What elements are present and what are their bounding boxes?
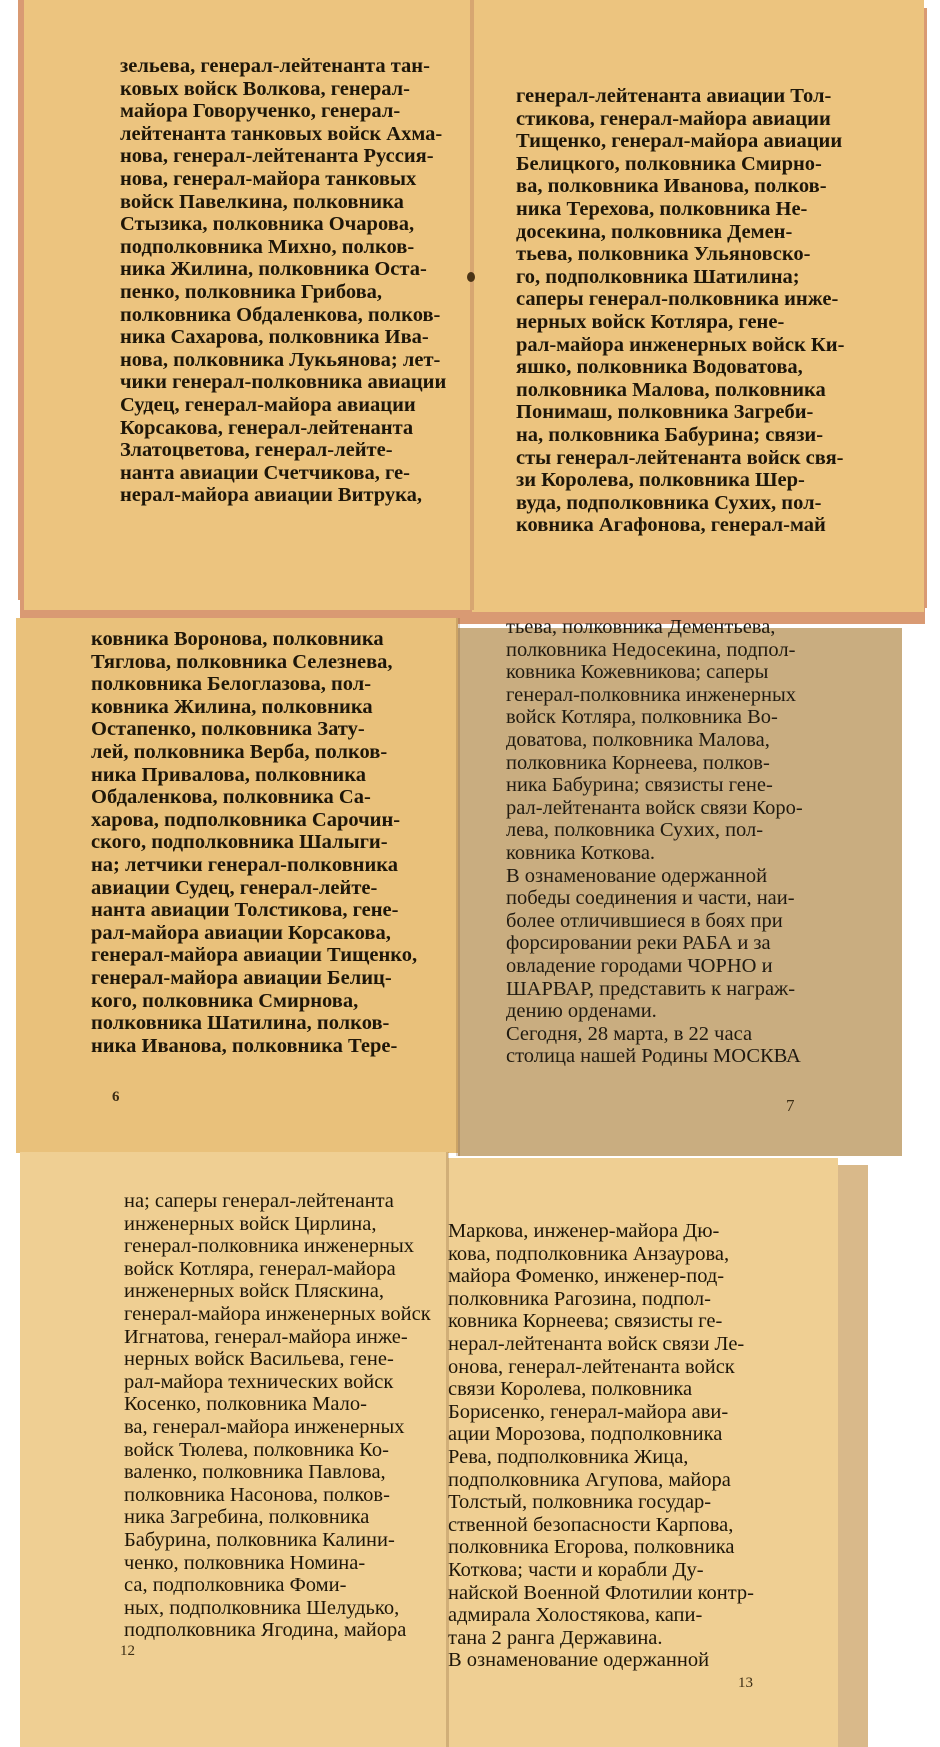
text-line: ковника Воронова, полковника [91,628,384,650]
text-line: рал-лейтенанта войск связи Коро- [506,796,803,819]
text-line: зельева, генерал-лейтенанта тан- [120,55,430,77]
text-line: Бабурина, полковника Калини- [124,1528,395,1551]
page-right-spread3 [448,1158,838,1747]
text-line: ва, полковника Иванова, полков- [516,175,827,198]
text-line: ника Иванова, полковника Тере- [91,1034,398,1057]
text-line: полковника Насонова, полков- [124,1483,390,1506]
text-line: Стызика, полковника Очарова, [120,213,415,236]
text-line: ации Морозова, подполковника [448,1423,723,1446]
text-line: подполковника Михно, полков- [120,235,415,258]
text-line: доватова, полковника Малова, [506,728,770,751]
text-line: связи Королева, полковника [448,1378,693,1401]
text-line: яшко, полковника Водоватова, [516,356,803,379]
staple-hole [467,272,475,282]
text-line: ковника Жилина, полковника [91,695,373,718]
text-line: тана 2 ранга Державина. [448,1626,663,1649]
text-line: ника Терехова, полковника Не- [516,197,808,220]
text-line: В ознаменование одержанной [506,864,768,887]
text-line: чики генерал-полковника авиации [120,371,447,394]
text-line: подполковника Ягодина, майора [124,1619,407,1642]
text-line: генерал-лейтенанта авиации Тол- [516,85,832,107]
text-line: дению орденами. [506,1000,657,1023]
text-line: полковника Малова, полковника [516,378,826,401]
text-line: валенко, полковника Павлова, [124,1461,386,1484]
text-line: войск Павелкина, полковника [120,190,404,213]
text-line: нова, генерал-лейтенанта Руссия- [120,145,434,168]
text-line: нерных войск Васильева, гене- [124,1348,394,1371]
text-line: ШАРВАР, представить к награж- [506,977,796,1000]
text-line: ника Бабурина; связисты гене- [506,774,773,797]
text-line: Маркова, инженер-майора Дю- [448,1220,720,1242]
text-line: ственной безопасности Карпова, [448,1513,734,1536]
text-line: нерал-лейтенанта войск связи Ле- [448,1332,745,1355]
text-line: генерал-майора инженерных войск [124,1302,431,1325]
text-line: более отличившиеся в боях при [506,909,783,932]
text-line: нанта авиации Толстикова, гене- [91,899,399,922]
text-line: Обдаленкова, полковника Са- [91,786,371,809]
text-line: тьева, полковника Ульяновско- [516,243,811,266]
text-line: Златоцветова, генерал-лейте- [120,439,393,462]
text-line: Судец, генерал-майора авиации [120,393,416,416]
text-line: лей, полковника Верба, полков- [91,740,388,763]
text-line: полковника Рагозина, подпол- [448,1287,711,1310]
text-line: ковника Кожевникова; саперы [506,661,769,684]
text-line: победы соединения и части, наи- [506,887,795,910]
text-line: онова, генерал-лейтенанта войск [448,1355,735,1378]
text-line: ковых войск Волкова, генерал- [120,77,410,100]
text-line: Тищенко, генерал-майора авиации [516,130,843,153]
text-line: форсировании реки РАБА и за [506,932,771,955]
text-line: авиации Судец, генерал-лейте- [91,876,378,899]
page-right-spread2 [458,616,902,1156]
page-left-spread3 [20,1152,448,1747]
text-line: ковника Корнеева; связисты ге- [448,1310,723,1333]
page-text-block [506,616,860,1068]
text-line: генерал-полковника инженерных [506,683,796,706]
text-line: войск Котляра, полковника Во- [506,706,778,729]
text-line: ника Жилина, полковника Оста- [120,258,427,281]
page-left-spread1 [24,0,472,610]
text-line: полковника Егорова, полковника [448,1536,735,1559]
page-right-spread1 [472,0,924,612]
text-line: рал-майора авиации Корсакова, [91,921,391,944]
text-line: стикова, генерал-майора авиации [516,107,831,130]
text-line: вуда, подполковника Сухих, пол- [516,491,822,514]
text-line: тьева, полковника Дементьева, [506,616,776,638]
text-line: на; саперы генерал-лейтенанта [124,1190,394,1212]
text-line: нанта авиации Счетчикова, ге- [120,461,410,484]
text-line: са, подполковника Фоми- [124,1574,347,1597]
page-number: 7 [786,1096,795,1115]
text-line: генерал-полковника инженерных [124,1235,414,1258]
text-line: Косенко, полковника Мало- [124,1393,367,1416]
page-edge [838,1165,868,1747]
text-line: Рева, подполковника Жица, [448,1445,689,1468]
text-line: В ознаменование одержанной [448,1649,710,1672]
spine-fold [456,618,460,1156]
text-line: лейтенанта танковых войск Ахма- [120,122,443,145]
text-line: досекина, полковника Демен- [516,220,793,243]
text-line: майора Фоменко, инженер-под- [448,1265,725,1288]
text-line: генерал-майора авиации Тищенко, [91,944,418,967]
text-line: ника Сахарова, полковника Ива- [120,326,429,349]
page-text-block [516,85,847,537]
text-line: рал-майора инженерных войск Ки- [516,333,845,356]
text-line: Белицкого, полковника Смирно- [516,152,822,175]
text-line: Толстый, полковника государ- [448,1491,712,1514]
text-line: инженерных войск Пляскина, [124,1280,385,1303]
text-line: ника Загребина, полковника [124,1506,370,1529]
text-line: Игнатова, генерал-майора инже- [124,1325,408,1348]
text-line: нерал-майора авиации Витрука, [120,484,422,507]
text-line: полковника Недосекина, подпол- [506,638,796,661]
text-line: зи Королева, полковника Шер- [516,469,805,492]
text-line: майора Говорученко, генерал- [120,100,401,123]
text-line: нова, полковника Лукьянова; лет- [120,348,441,371]
text-line: ского, подполковника Шалыги- [91,831,388,854]
text-line: Тяглова, полковника Селезнева, [91,650,393,673]
text-line: лева, полковника Сухих, пол- [506,819,764,842]
text-line: найской Военной Флотилии контр- [448,1581,754,1604]
text-line: нерных войск Котляра, гене- [516,310,785,333]
text-line: войск Тюлева, полковника Ко- [124,1438,389,1461]
text-line: сты генерал-лейтенанта войск свя- [516,446,844,469]
text-line: полковника Обдаленкова, полков- [120,303,441,326]
text-line: харова, подполковника Сарочин- [91,808,401,831]
text-line: саперы генерал-полковника инже- [516,288,839,311]
text-line: столица нашей Родины МОСКВА [506,1045,801,1068]
text-line: Корсакова, генерал-лейтенанта [120,416,414,439]
text-line: Остапенко, полковника Зату- [91,718,365,741]
text-line: ковника Агафонова, генерал-май [516,514,826,537]
text-line: полковника Белоглазова, пол- [91,673,372,696]
spine-fold [470,0,474,610]
page-number: 13 [738,1675,753,1691]
text-line: ных, подполковника Шелудько, [124,1596,400,1619]
text-line: го, подполковника Шатилина; [516,265,800,288]
text-line: инженерных войск Цирлина, [124,1212,377,1235]
page-number: 6 [112,1089,120,1105]
text-line: на; летчики генерал-полковника [91,853,399,876]
text-line: нова, генерал-майора танковых [120,167,417,190]
text-line: на, полковника Бабурина; связи- [516,423,824,446]
page-text-block [448,1220,838,1672]
text-line: ника Привалова, полковника [91,763,366,786]
spine-fold [446,1152,449,1747]
text-line: ченко, полковника Номина- [124,1551,366,1574]
text-line: подполковника Агупова, майора [448,1468,731,1491]
page-text-block [124,1190,440,1642]
text-line: генерал-майора авиации Белиц- [91,966,392,989]
text-line: Сегодня, 28 марта, в 22 часа [506,1022,753,1045]
text-line: пенко, полковника Грибова, [120,280,383,303]
text-line: ковника Коткова. [506,841,656,864]
text-line: рал-майора технических войск [124,1370,394,1393]
text-line: войск Котляра, генерал-майора [124,1257,396,1280]
text-line: полковника Корнеева, полков- [506,751,770,774]
page-left-spread2 [16,618,458,1153]
text-line: Борисенко, генерал-майора ави- [448,1400,729,1423]
page-text-block [91,628,418,1057]
text-line: ва, генерал-майора инженерных [124,1415,405,1438]
text-line: полковника Шатилина, полков- [91,1012,390,1035]
text-line: адмирала Холостякова, капи- [448,1604,703,1627]
text-line: кова, подполковника Анзаурова, [448,1242,730,1265]
page-number: 12 [120,1643,135,1659]
page-text-block [120,55,447,507]
text-line: Понимаш, полковника Загреби- [516,401,814,424]
text-line: Коткова; части и корабли Ду- [448,1558,704,1581]
text-line: овладение городами ЧОРНО и [506,954,773,977]
text-line: кого, полковника Смирнова, [91,989,359,1012]
